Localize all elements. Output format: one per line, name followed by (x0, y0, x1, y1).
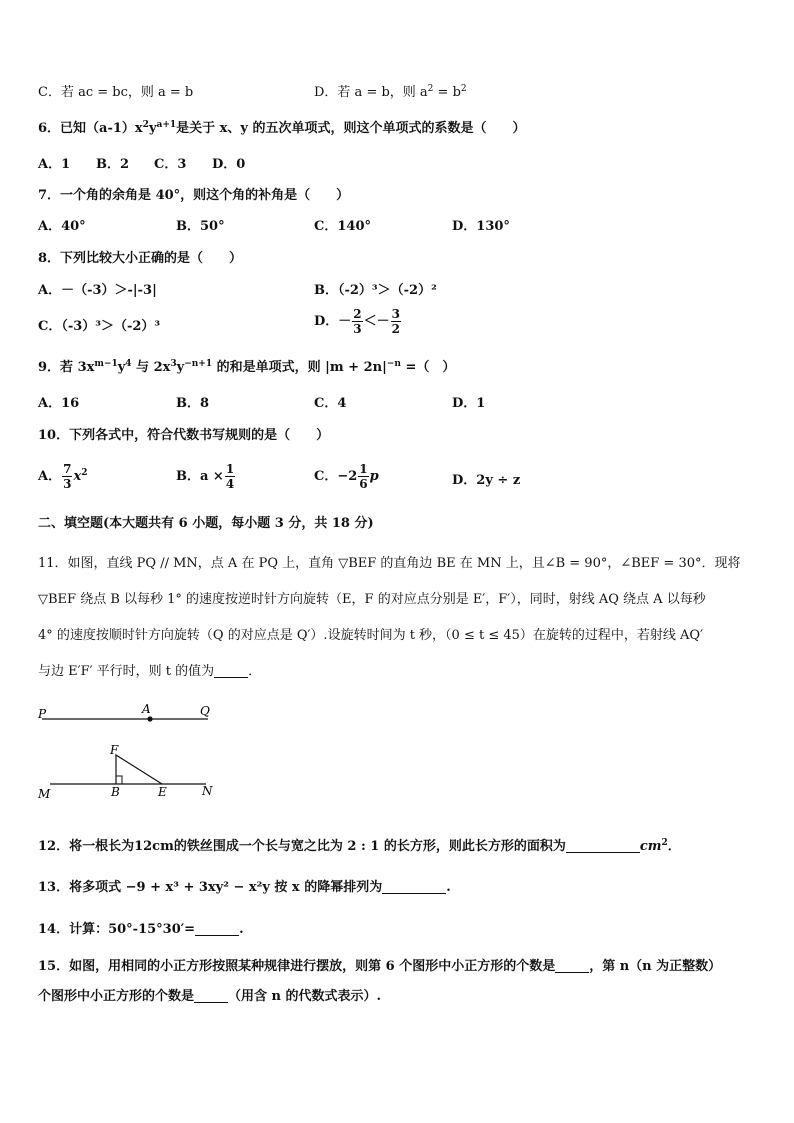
q6-option-b: B．2 (96, 157, 130, 172)
q7-option-a: A．40° (38, 219, 86, 234)
label-p: P (38, 707, 47, 721)
q8-option-d: D．－ $\frac{2}{3}$ ＜－ $\frac{3}{2}$ (314, 307, 401, 336)
q10-option-b: B．a × $\frac{1}{4}$ (176, 462, 235, 491)
q11-question (38, 546, 758, 690)
q9-option-d: D．1 (452, 396, 486, 411)
q10-option-c: C．−2 $\frac{1}{6}$ p (314, 462, 379, 491)
q5-option-d: D．若 a = b，则 $a^2 = b^2$ (314, 84, 467, 100)
label-b: B (111, 785, 120, 799)
q9-question: 9．若 $3x^{m-1}y^4$ 与 $2x^3y^{-n+1}$ 的和是单项式，则 $|m + 2n|^{-n}$ =（ ） (38, 359, 456, 375)
answer-blank[interactable] (214, 663, 248, 678)
answer-blank[interactable] (194, 988, 228, 1003)
q9-option-b: B．8 (176, 396, 210, 411)
label-n: N (202, 784, 213, 798)
q11-line-1: 11．如图，直线 PQ // MN，点 A 在 PQ 上，直角 ▽BEF 的直角边 BE 在 MN 上，且∠B = 90°，∠BEF = 30°．现将 (38, 556, 741, 571)
label-e: E (158, 785, 167, 799)
label-m: M (38, 787, 51, 801)
q12-question: 12．将一根长为12cm的铁丝围成一个长与宽之比为 2 : 1 的长方形，则此长方形的面积为 $cm^2$． (38, 838, 681, 854)
q8-option-a: A．－（-3）＞-|-3| (38, 283, 157, 298)
q11-line-2: ▽BEF 绕点 B 以每秒 1° 的速度按逆时针方向旋转（E，F 的对应点分别是 E′，F′），同时，射线 AQ 绕点 A 以每秒 (38, 592, 706, 607)
q14-question: 14．计算：50°-15°30′= . (38, 922, 244, 937)
q11-figure (30, 698, 230, 808)
q7-question: 7．一个角的余角是 40°，则这个角的补角是（ ） (38, 188, 350, 203)
q9-option-c: C．4 (314, 396, 347, 411)
q7-option-c: C．140° (314, 219, 371, 234)
fraction: $\frac{2}{3}$ (353, 307, 362, 336)
q5-option-c: C．若 ac = bc，则 a = b (38, 85, 194, 100)
answer-blank[interactable] (555, 958, 589, 973)
right-angle-mark (116, 776, 122, 784)
fraction: $\frac{1}{6}$ (359, 462, 368, 491)
q8-option-c: C．（-3）³＞（-2）³ (38, 319, 161, 334)
answer-blank[interactable] (382, 879, 446, 894)
q15-line-1: 15．如图，用相同的小正方形按照某种规律进行摆放，则第 6 个图形中小正方形的个数是 ，第 n（n 为正整数） (38, 959, 722, 974)
q11-line-3: 4° 的速度按顺时针方向旋转（Q 的对应点是 Q′）.设旋转时间为 t 秒，（0 ≤ t ≤ 45）在旋转的过程中，若射线 AQ′ (38, 628, 704, 643)
fraction: $\frac{1}{4}$ (225, 462, 235, 491)
q15-line-2: 个图形中小正方形的个数是 （用含 n 的代数式表示）. (38, 989, 382, 1004)
label-a: A (142, 702, 151, 716)
q11-line-4: 与边 E′F′ 平行时，则 t 的值为 ． (38, 664, 262, 679)
answer-blank[interactable] (566, 838, 640, 853)
q10-option-d: D．2y ÷ z (452, 473, 521, 488)
q6-option-c: C．3 (154, 157, 187, 172)
label-f: F (110, 743, 119, 757)
q6-question: 6．已知$(a-1)x^2y^{a+1}$是关于 x、y 的五次单项式，则这个单项式的系数是（ ） (38, 120, 526, 136)
q6-option-a: A．1 (38, 157, 71, 172)
q10-option-a: A． $\frac{7}{3}$ $x^2$ (38, 462, 88, 491)
q7-option-d: D．130° (452, 219, 510, 234)
q13-question: 13．将多项式 −9 + x³ + 3xy² − x²y 按 x 的降幂排列为 . (38, 880, 451, 895)
fraction: $\frac{3}{2}$ (391, 307, 401, 336)
answer-blank[interactable] (195, 921, 239, 936)
q9-option-a: A．16 (38, 396, 80, 411)
label-q: Q (200, 704, 210, 718)
point-a (147, 716, 152, 721)
fraction: $\frac{7}{3}$ (63, 462, 72, 491)
section-fill-blank-title: 二、填空题(本大题共有 6 小题，每小题 3 分，共 18 分) (38, 516, 374, 531)
q7-option-b: B．50° (176, 219, 225, 234)
q10-question: 10．下列各式中，符合代数书写规则的是（ ） (38, 428, 330, 443)
q8-question: 8．下列比较大小正确的是（ ） (38, 251, 243, 266)
q6-option-d: D．0 (212, 157, 246, 172)
q8-option-b: B．（-2）³＞（-2）² (314, 283, 437, 298)
triangle-bef (116, 755, 162, 784)
